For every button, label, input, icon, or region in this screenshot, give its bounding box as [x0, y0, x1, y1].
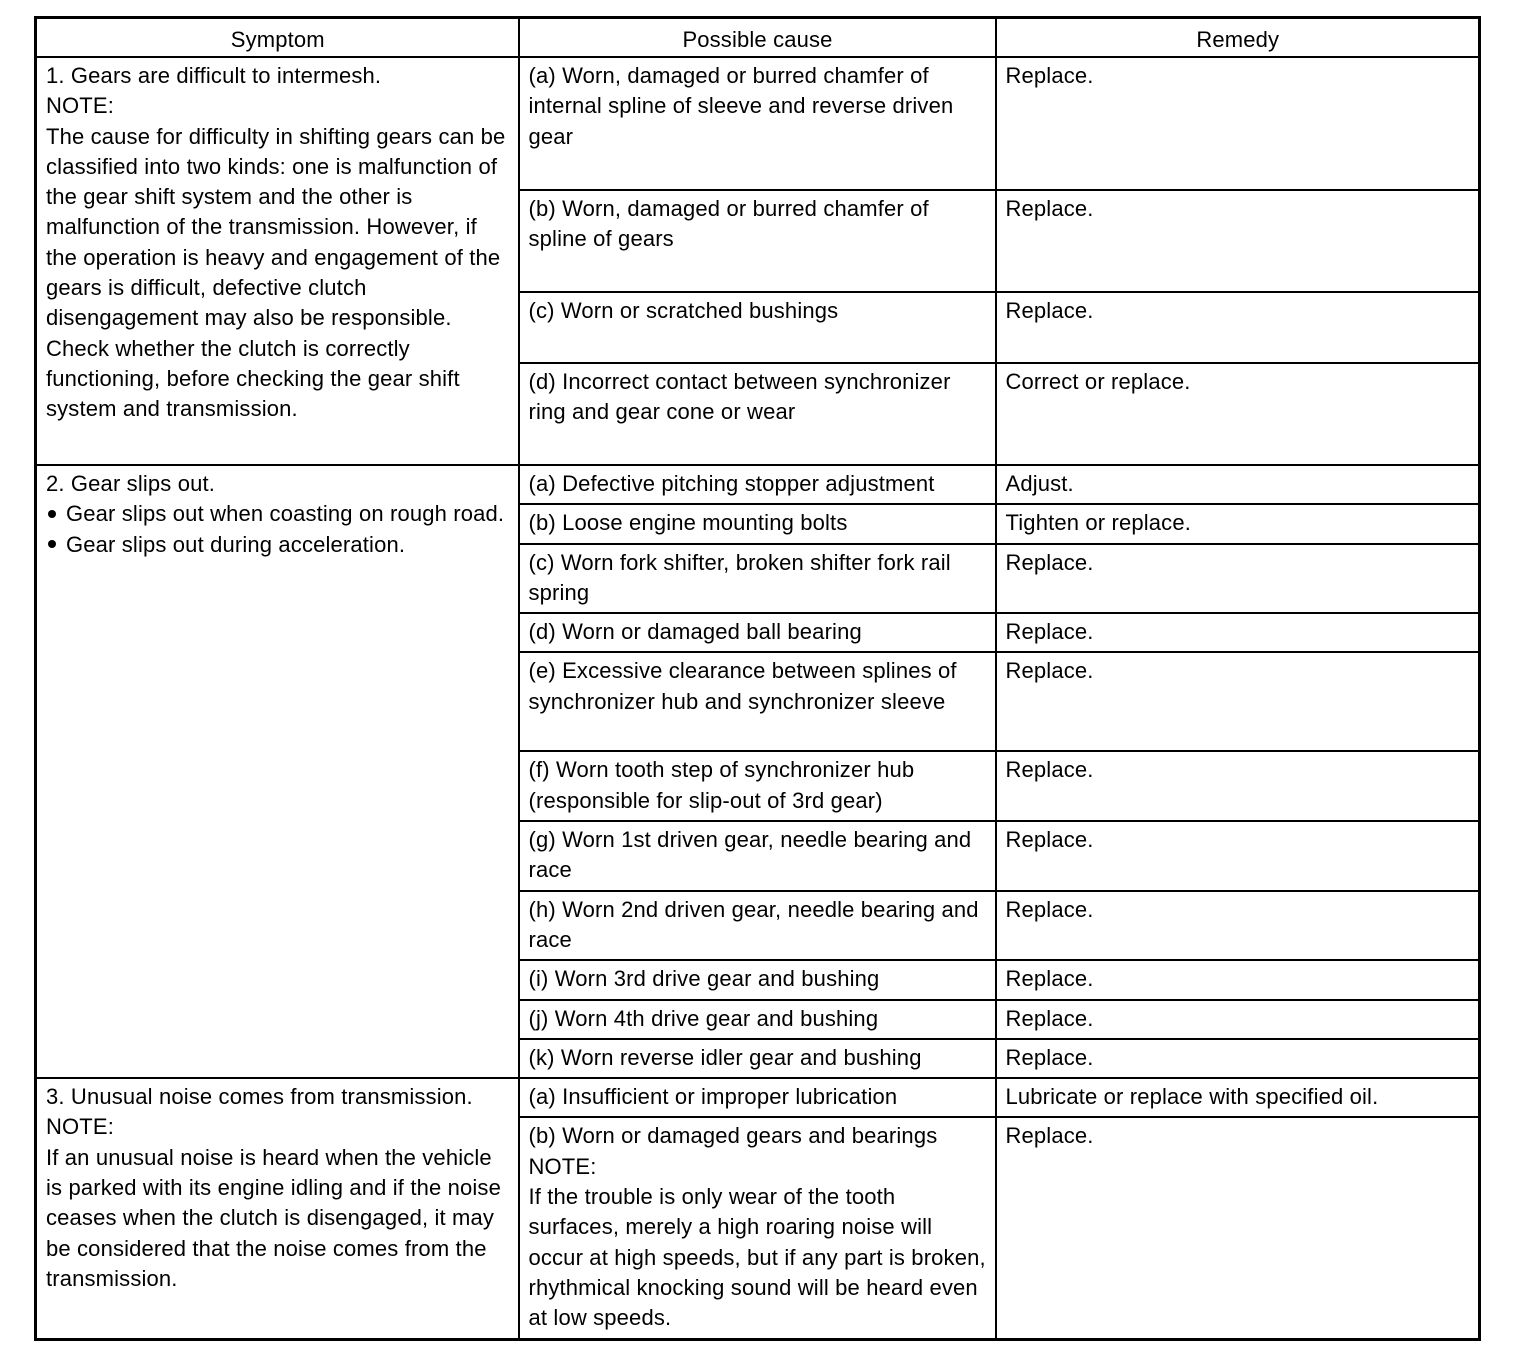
remedy-cell: Replace. — [996, 190, 1480, 292]
remedy-cell: Replace. — [996, 821, 1480, 891]
troubleshooting-table — [34, 16, 1481, 1341]
remedy-cell: Replace. — [996, 652, 1480, 751]
page — [34, 16, 1478, 1341]
cause-cell: (f) Worn tooth step of synchronizer hub (responsible for slip-out of 3rd gear) — [519, 751, 996, 821]
cause-cell: (c) Worn fork shifter, broken shifter fork rail spring — [519, 544, 996, 614]
cause-cell: (h) Worn 2nd driven gear, needle bearing and race — [519, 891, 996, 961]
table-row — [36, 1078, 1480, 1117]
note-text: If an unusual noise is heard when the vehicle is parked with its engine idling and if the noise ceases when the clutch is disengaged, it may be considered that the noise comes from the transmission. — [46, 1144, 501, 1291]
cause-cell: (d) Incorrect contact between synchronizer ring and gear cone or wear — [519, 363, 996, 465]
note-label: NOTE: — [46, 93, 114, 119]
remedy-cell: Replace. — [996, 751, 1480, 821]
note-label: NOTE: — [46, 1114, 114, 1140]
bullet-item: Gear slips out when coasting on rough road. — [46, 499, 510, 529]
cause-cell: (j) Worn 4th drive gear and bushing — [519, 1000, 996, 1039]
symptom-title: 1. Gears are difficult to intermesh. — [46, 63, 382, 88]
note-text: If the trouble is only wear of the tooth surfaces, merely a high roaring noise will occur at high speeds, but if any part is broken, rhythmical knocking sound will be heard even at low speeds. — [528, 1184, 986, 1331]
cause-cell: (a) Defective pitching stopper adjustment — [519, 465, 996, 504]
symptom-cell-3 — [36, 1078, 519, 1339]
cause-cell: (a) Worn, damaged or burred chamfer of internal spline of sleeve and reverse driven gear — [519, 57, 996, 190]
remedy-cell: Correct or replace. — [996, 363, 1480, 465]
remedy-cell: Replace. — [996, 1000, 1480, 1039]
header-remedy: Remedy — [996, 18, 1480, 58]
remedy-cell: Tighten or replace. — [996, 504, 1480, 543]
cause-cell: (e) Excessive clearance between splines of synchronizer hub and synchronizer sleeve — [519, 652, 996, 751]
remedy-cell: Replace. — [996, 891, 1480, 961]
note-label: NOTE: — [528, 1153, 597, 1179]
cause-cell: (b) Worn, damaged or burred chamfer of spline of gears — [519, 190, 996, 292]
remedy-cell: Lubricate or replace with specified oil. — [996, 1078, 1480, 1117]
table-header-row — [36, 18, 1480, 58]
cause-cell: (a) Insufficient or improper lubrication — [519, 1078, 996, 1117]
header-symptom: Symptom — [36, 18, 519, 58]
symptom-cell-1 — [36, 57, 519, 465]
table-row — [36, 465, 1480, 504]
bullet-dot-icon — [48, 540, 56, 548]
header-possible-cause: Possible cause — [519, 18, 996, 58]
symptom-cell-2 — [36, 465, 519, 1078]
bullet-dot-icon — [48, 510, 56, 518]
cause-cell: (k) Worn reverse idler gear and bushing — [519, 1039, 996, 1078]
remedy-cell: Replace. — [996, 1117, 1480, 1339]
remedy-cell: Replace. — [996, 960, 1480, 999]
cause-cell: (d) Worn or damaged ball bearing — [519, 613, 996, 652]
symptom-title: 2. Gear slips out. — [46, 471, 215, 496]
remedy-cell: Adjust. — [996, 465, 1480, 504]
cause-cell — [519, 1117, 996, 1339]
cause-cell: (g) Worn 1st driven gear, needle bearing and race — [519, 821, 996, 891]
remedy-cell: Replace. — [996, 613, 1480, 652]
cause-cell: (c) Worn or scratched bushings — [519, 292, 996, 363]
cause-cell: (b) Loose engine mounting bolts — [519, 504, 996, 543]
remedy-cell: Replace. — [996, 57, 1480, 190]
remedy-cell: Replace. — [996, 544, 1480, 614]
bullet-item: Gear slips out during acceleration. — [46, 530, 510, 560]
cause-text: (b) Worn or damaged gears and bearings — [528, 1123, 938, 1149]
remedy-cell: Replace. — [996, 1039, 1480, 1078]
note-text: The cause for difficulty in shifting gears can be classified into two kinds: one is malfunction of the gear shift system and the other is malfunction of the transmission. However, if the operation is heavy and engagement of the gears is difficult, defective clutch disengagement may also be responsible. Check whether the clutch is correctly functioning, before checking the gear shift system and transmission. — [46, 123, 506, 422]
remedy-cell: Replace. — [996, 292, 1480, 363]
symptom-title: 3. Unusual noise comes from transmission. — [46, 1084, 473, 1110]
cause-cell: (i) Worn 3rd drive gear and bushing — [519, 960, 996, 999]
table-row — [36, 57, 1480, 190]
